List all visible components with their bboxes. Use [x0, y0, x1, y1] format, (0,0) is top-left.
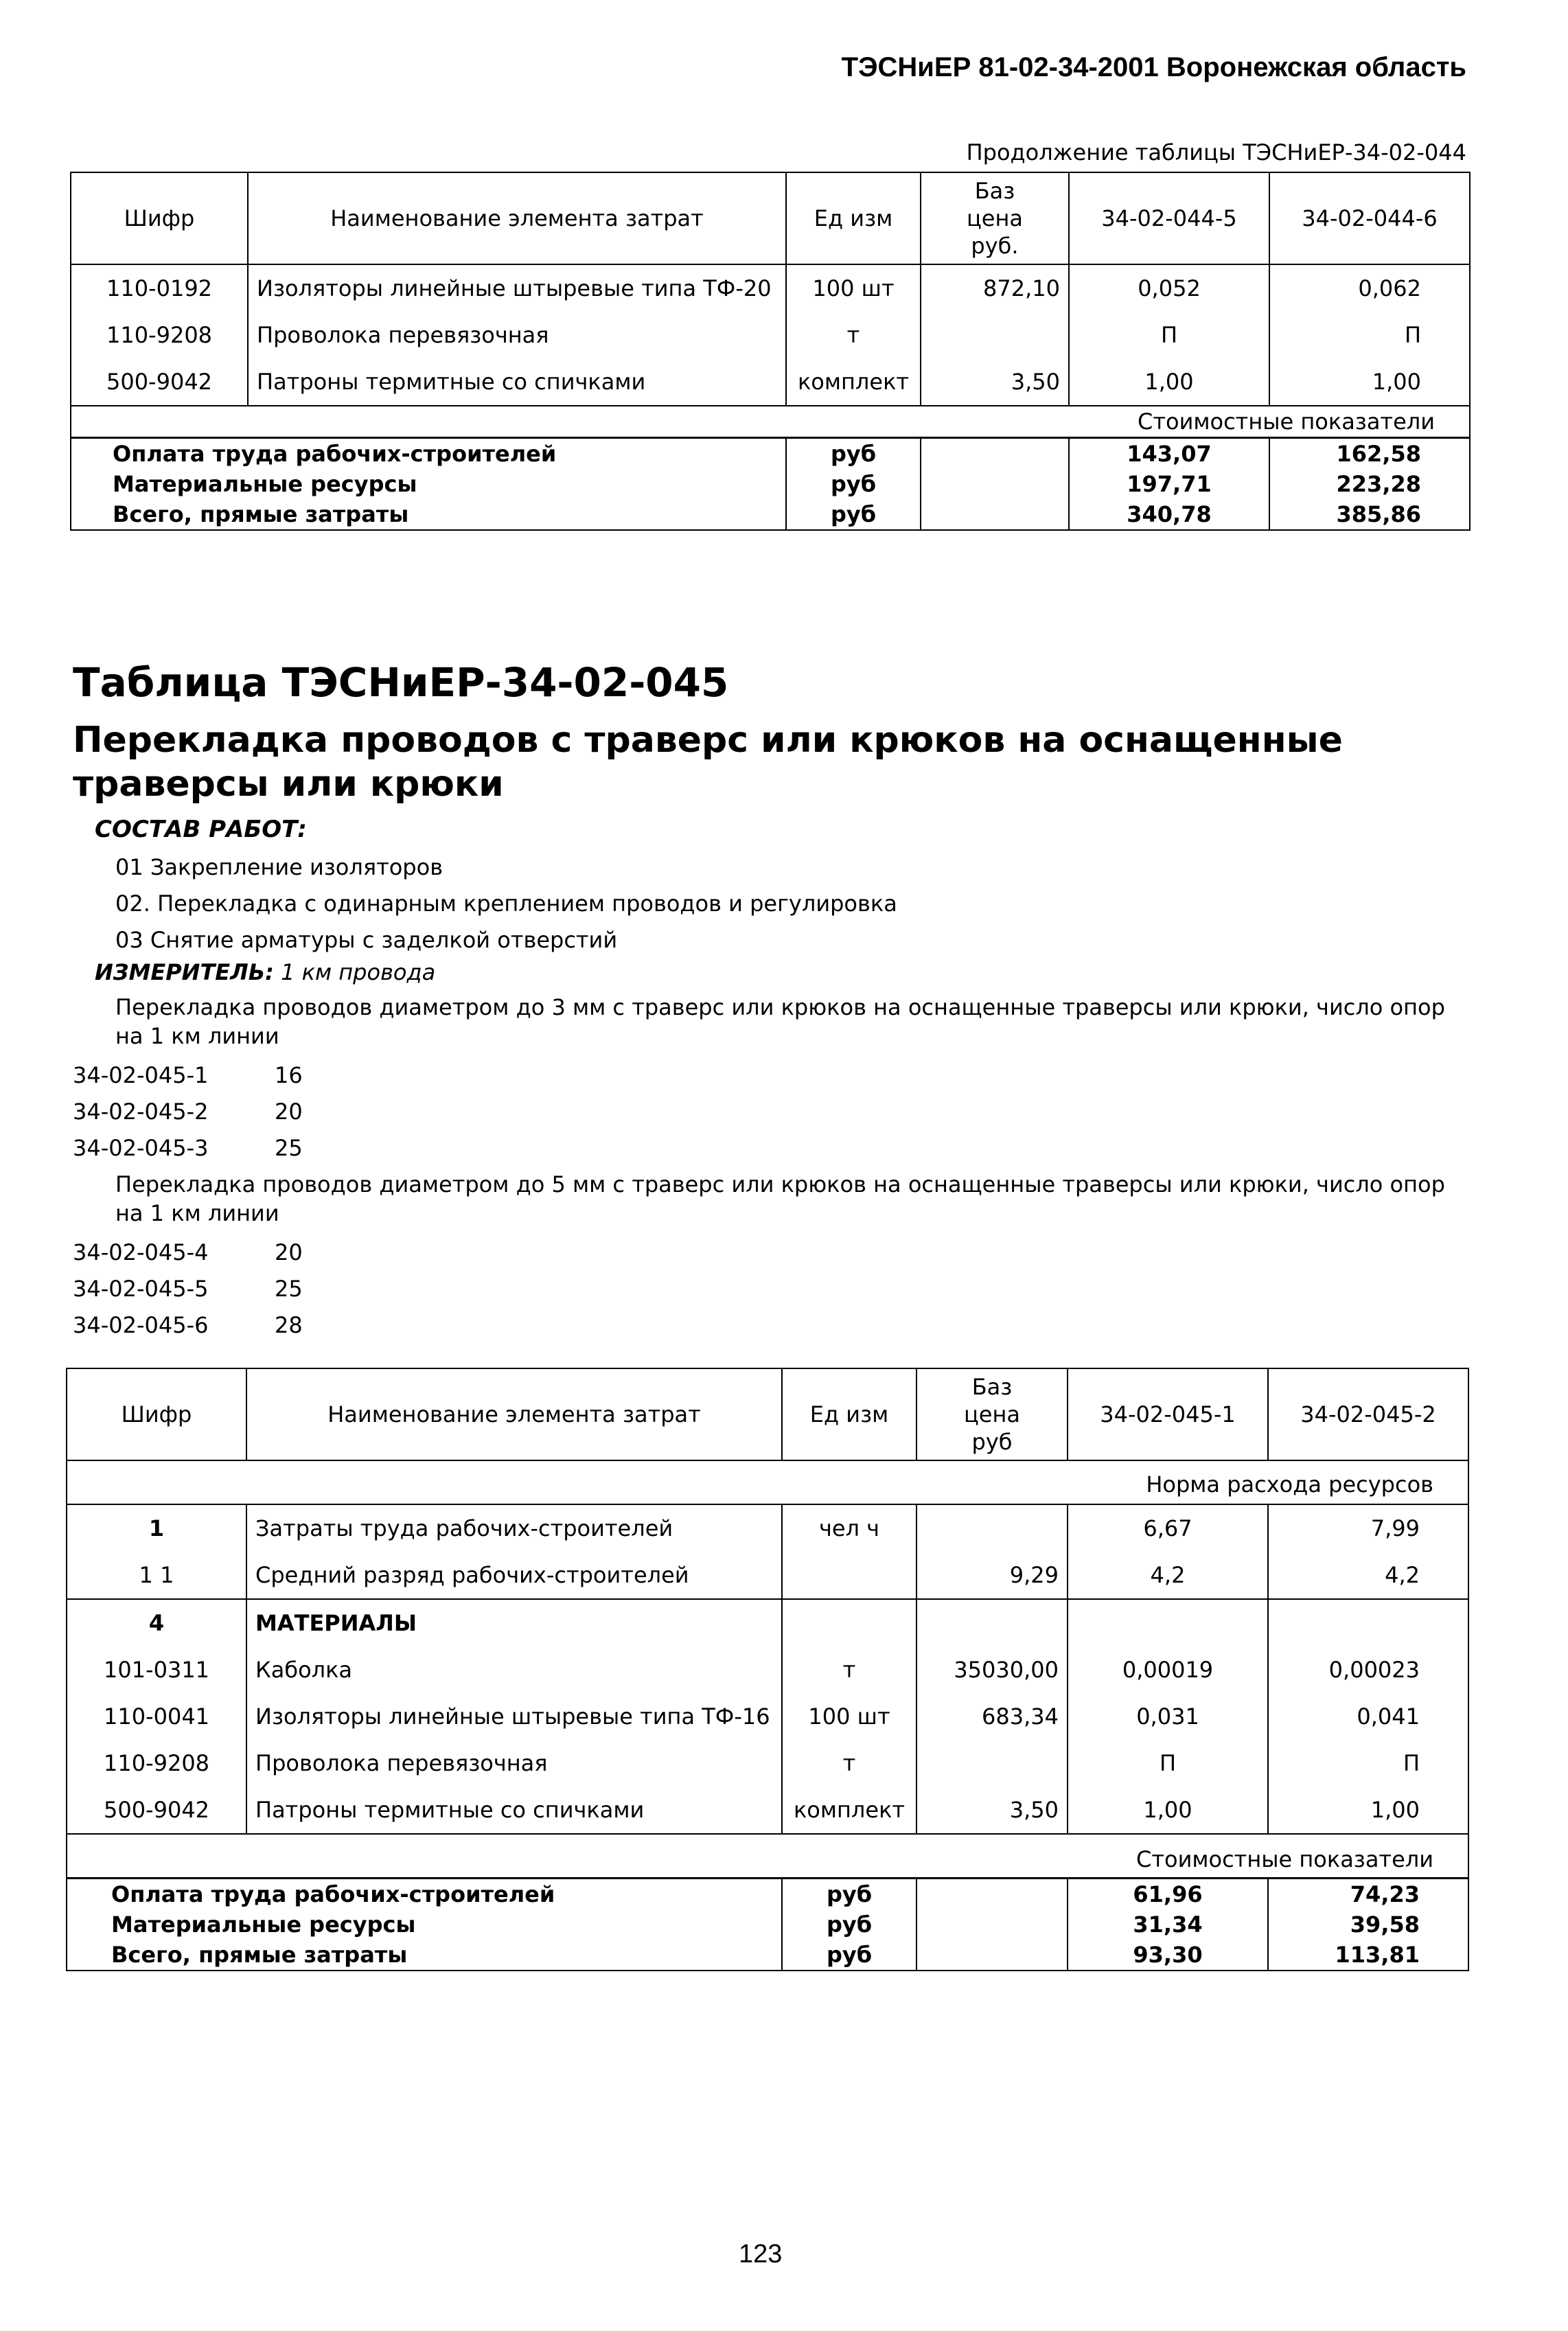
column-header: Баз цена руб.	[921, 172, 1069, 264]
page-header: ТЭСНиЕР 81-02-34-2001 Воронежская область	[841, 52, 1466, 82]
total-label: Всего, прямые затраты	[67, 1940, 782, 1971]
table-title: Таблица ТЭСНиЕР-34-02-045	[73, 659, 729, 706]
cell-unit: руб	[786, 469, 921, 499]
cell-value: 1,00	[1068, 1787, 1268, 1834]
group-description: Перекладка проводов диаметром до 5 мм с траверс или крюков на оснащенные траверсы или крюки, число опор на 1 км линии	[115, 1171, 1445, 1226]
cell-unit: чел ч	[782, 1504, 916, 1552]
cell-unit: т	[782, 1740, 916, 1787]
column-header: 34-02-045-2	[1268, 1368, 1468, 1460]
total-row	[67, 1879, 1468, 1910]
measurement-unit	[95, 959, 435, 985]
table-row	[67, 1693, 1468, 1740]
cell-price: 35030,00	[916, 1646, 1068, 1693]
table-subtitle: Перекладка проводов с траверс или крюков на оснащенные траверсы или крюки	[73, 720, 1343, 805]
cell-price	[921, 469, 1069, 499]
cell-price	[916, 1599, 1068, 1646]
cell-value: 0,062	[1358, 275, 1421, 301]
cell-value: 0,00019	[1068, 1646, 1268, 1693]
column-header: 34-02-044-5	[1069, 172, 1269, 264]
column-header: Наименование элемента затрат	[248, 172, 786, 264]
cell-value: П	[1404, 322, 1421, 348]
cell-unit: 100 шт	[782, 1693, 916, 1740]
cell-value: 61,96	[1068, 1879, 1268, 1910]
column-header: 34-02-045-1	[1068, 1368, 1268, 1460]
cell-price	[921, 438, 1069, 470]
cell-price	[916, 1504, 1068, 1552]
group-description: Перекладка проводов диаметром до 3 мм с траверс или крюков на оснащенные траверсы или крюки, число опор на 1 км линии	[115, 994, 1445, 1049]
norm-code: 34-02-045-2	[73, 1099, 209, 1125]
cell-value: 143,07	[1069, 438, 1269, 470]
cell-code: 110-9208	[71, 312, 248, 358]
norm-value: 16	[275, 1062, 303, 1088]
cell-value: 6,67	[1068, 1504, 1268, 1552]
column-header: Ед изм	[786, 172, 921, 264]
cell-value: 31,34	[1068, 1909, 1268, 1940]
cell-value: 0,00023	[1328, 1657, 1420, 1683]
cell-price	[916, 1879, 1068, 1910]
table-row	[71, 312, 1470, 358]
cell-unit: т	[786, 312, 921, 358]
measurement-label: ИЗМЕРИТЕЛЬ:	[95, 959, 274, 985]
total-row	[71, 438, 1470, 470]
cell-unit: руб	[782, 1879, 916, 1910]
cell-unit: 100 шт	[786, 264, 921, 312]
total-label: Оплата труда рабочих-строителей	[67, 1879, 782, 1910]
column-header: Баз цена руб	[916, 1368, 1068, 1460]
column-header: Шифр	[67, 1368, 246, 1460]
table-row	[67, 1504, 1468, 1552]
cell-unit: комплект	[786, 358, 921, 406]
cell-unit: руб	[782, 1909, 916, 1940]
table-row	[71, 358, 1470, 406]
table-header-row	[71, 172, 1470, 264]
cell-unit	[782, 1552, 916, 1599]
cell-price	[916, 1940, 1068, 1971]
cell-value: 0,041	[1357, 1703, 1420, 1730]
cell-name: Патроны термитные со спичками	[246, 1787, 782, 1834]
cell-value: 197,71	[1069, 469, 1269, 499]
cell-price: 3,50	[916, 1787, 1068, 1834]
norm-value: 20	[275, 1099, 303, 1125]
cell-price	[921, 499, 1069, 530]
cell-code: 500-9042	[67, 1787, 246, 1834]
column-header: Наименование элемента затрат	[246, 1368, 782, 1460]
norm-code: 34-02-045-1	[73, 1062, 209, 1088]
cell-code: 110-0041	[67, 1693, 246, 1740]
cell-value: 162,58	[1269, 438, 1470, 470]
materials-header-row	[67, 1599, 1468, 1646]
cell-unit: руб	[782, 1940, 916, 1971]
cell-unit	[782, 1599, 916, 1646]
table-row	[67, 1552, 1468, 1599]
cell-value: 1,00	[1372, 369, 1421, 395]
total-row	[67, 1909, 1468, 1940]
cell-unit: руб	[786, 438, 921, 470]
cell-value: 0,052	[1069, 264, 1269, 312]
cell-price: 9,29	[916, 1552, 1068, 1599]
cell-value: П	[1403, 1750, 1420, 1776]
cell-name: Патроны термитные со спичками	[248, 358, 786, 406]
cell-name: Изоляторы линейные штыревые типа ТФ-20	[248, 264, 786, 312]
cell-name: Проволока перевязочная	[246, 1740, 782, 1787]
cell-name: Изоляторы линейные штыревые типа ТФ-16	[246, 1693, 782, 1740]
table-row	[67, 1740, 1468, 1787]
column-header: 34-02-044-6	[1269, 172, 1470, 264]
total-row	[71, 499, 1470, 530]
table-row	[71, 264, 1470, 312]
cell-value: 93,30	[1068, 1940, 1268, 1971]
norm-value: 25	[275, 1135, 303, 1161]
total-row	[71, 469, 1470, 499]
cell-price: 3,50	[921, 358, 1069, 406]
cell-price: 683,34	[916, 1693, 1068, 1740]
cell-unit: комплект	[782, 1787, 916, 1834]
section-row	[67, 1460, 1468, 1504]
section-label: Норма расхода ресурсов	[67, 1460, 1468, 1504]
cell-price	[916, 1740, 1068, 1787]
cell-code: 101-0311	[67, 1646, 246, 1693]
cell-value: 39,58	[1350, 1911, 1420, 1938]
cell-value: 74,23	[1268, 1879, 1468, 1910]
cell-value: 340,78	[1069, 499, 1269, 530]
section-row	[71, 406, 1470, 438]
norm-value: 25	[275, 1276, 303, 1302]
norm-value: 20	[275, 1239, 303, 1265]
table-continuation-note: Продолжение таблицы ТЭСНиЕР-34-02-044	[966, 139, 1466, 165]
cell-code: 4	[67, 1599, 246, 1646]
work-composition-label: СОСТАВ РАБОТ:	[95, 816, 307, 843]
norm-value: 28	[275, 1312, 303, 1338]
total-label: Всего, прямые затраты	[71, 499, 786, 530]
cell-value	[1068, 1599, 1268, 1646]
cell-value: 4,2	[1385, 1562, 1420, 1588]
norm-code: 34-02-045-4	[73, 1239, 209, 1265]
cell-value: 4,2	[1068, 1552, 1268, 1599]
cell-value: 113,81	[1335, 1942, 1420, 1968]
cell-code: 1	[67, 1504, 246, 1552]
table-header-row	[67, 1368, 1468, 1460]
work-item: 03 Снятие арматуры с заделкой отверстий	[115, 927, 618, 953]
cell-name: Проволока перевязочная	[248, 312, 786, 358]
cell-unit: т	[782, 1646, 916, 1693]
cell-name: Каболка	[246, 1646, 782, 1693]
table-row	[67, 1787, 1468, 1834]
section-row	[67, 1834, 1468, 1879]
norm-code: 34-02-045-5	[73, 1276, 209, 1302]
cell-value: 1,00	[1370, 1797, 1420, 1823]
resource-table-044	[70, 172, 1471, 531]
cell-price	[916, 1909, 1068, 1940]
cell-name: Средний разряд рабочих-строителей	[246, 1552, 782, 1599]
materials-label: МАТЕРИАЛЫ	[246, 1599, 782, 1646]
resource-table-045	[66, 1368, 1469, 1971]
cell-value: 223,28	[1336, 471, 1421, 497]
cell-unit: руб	[786, 499, 921, 530]
cell-value	[1268, 1599, 1468, 1646]
column-header: Шифр	[71, 172, 248, 264]
work-item: 02. Перекладка с одинарным креплением проводов и регулировка	[115, 891, 897, 917]
cell-value: П	[1068, 1740, 1268, 1787]
cell-price	[921, 312, 1069, 358]
work-item: 01 Закрепление изоляторов	[115, 854, 443, 880]
norm-code: 34-02-045-6	[73, 1312, 209, 1338]
total-label: Оплата труда рабочих-строителей	[71, 438, 786, 470]
total-label: Материальные ресурсы	[67, 1909, 782, 1940]
measurement-value: 1 км провода	[281, 959, 436, 985]
column-header: Ед изм	[782, 1368, 916, 1460]
cell-value: 385,86	[1336, 501, 1421, 527]
total-label: Материальные ресурсы	[71, 469, 786, 499]
cell-price: 872,10	[921, 264, 1069, 312]
cell-name: Затраты труда рабочих-строителей	[246, 1504, 782, 1552]
cell-code: 1 1	[67, 1552, 246, 1599]
cell-value: П	[1069, 312, 1269, 358]
page-number: 123	[739, 2240, 783, 2269]
section-label: Стоимостные показатели	[71, 406, 1470, 438]
table-row	[67, 1646, 1468, 1693]
norm-code: 34-02-045-3	[73, 1135, 209, 1161]
cell-value: 7,99	[1268, 1504, 1468, 1552]
cell-code: 110-0192	[71, 264, 248, 312]
cell-code: 110-9208	[67, 1740, 246, 1787]
cell-code: 500-9042	[71, 358, 248, 406]
total-row	[67, 1940, 1468, 1971]
cell-value: 1,00	[1069, 358, 1269, 406]
cell-value: 0,031	[1068, 1693, 1268, 1740]
section-label: Стоимостные показатели	[67, 1834, 1468, 1879]
